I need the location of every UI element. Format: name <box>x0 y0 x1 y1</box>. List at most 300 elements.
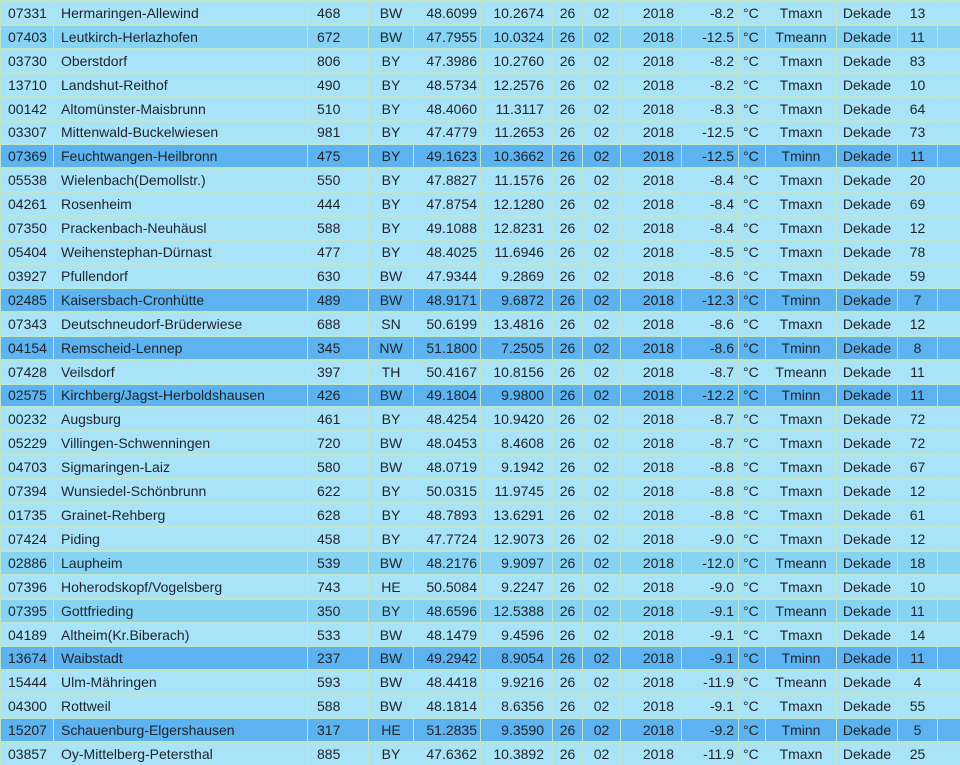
cell-month: 02 <box>583 407 621 431</box>
cell-state: BW <box>369 455 414 479</box>
cell-month: 02 <box>583 312 621 336</box>
cell-state: BY <box>369 479 414 503</box>
cell-day: 26 <box>553 742 583 765</box>
cell-year: 2018 <box>621 288 682 312</box>
cell-count: 11 <box>898 384 938 408</box>
cell-station-id: 07428 <box>1 360 54 384</box>
table-row <box>1 431 960 455</box>
cell-station-name: Hermaringen-Allewind <box>54 1 308 25</box>
cell-day: 26 <box>553 360 583 384</box>
cell-count: 69 <box>898 192 938 216</box>
cell-temperature: -8.7 <box>682 431 739 455</box>
cell-temperature: -9.2 <box>682 718 739 742</box>
cell-day: 26 <box>553 288 583 312</box>
table-row <box>1 192 960 216</box>
cell-count: 64 <box>898 97 938 121</box>
cell-count: 11 <box>898 144 938 168</box>
cell-edge-spacer <box>938 97 960 121</box>
cell-latitude: 48.6099 <box>414 1 481 25</box>
cell-month: 02 <box>583 360 621 384</box>
cell-year: 2018 <box>621 646 682 670</box>
cell-longitude: 10.8156 <box>481 360 553 384</box>
cell-period: Dekade <box>837 73 898 97</box>
cell-station-id: 02886 <box>1 551 54 575</box>
cell-edge-spacer <box>938 168 960 192</box>
cell-unit: °C <box>739 216 766 240</box>
cell-state: BW <box>369 694 414 718</box>
table-row <box>1 312 960 336</box>
cell-count: 11 <box>898 360 938 384</box>
cell-day: 26 <box>553 670 583 694</box>
cell-elevation: 550 <box>308 168 369 192</box>
cell-year: 2018 <box>621 431 682 455</box>
cell-year: 2018 <box>621 742 682 765</box>
table-row <box>1 168 960 192</box>
cell-edge-spacer <box>938 575 960 599</box>
cell-temperature: -9.0 <box>682 575 739 599</box>
cell-temperature: -9.0 <box>682 527 739 551</box>
cell-longitude: 12.5388 <box>481 599 553 623</box>
cell-period: Dekade <box>837 216 898 240</box>
cell-count: 10 <box>898 575 938 599</box>
cell-count: 11 <box>898 646 938 670</box>
cell-period: Dekade <box>837 503 898 527</box>
cell-latitude: 48.4060 <box>414 97 481 121</box>
cell-station-name: Wielenbach(Demollstr.) <box>54 168 308 192</box>
cell-day: 26 <box>553 216 583 240</box>
cell-unit: °C <box>739 742 766 765</box>
cell-station-name: Piding <box>54 527 308 551</box>
cell-day: 26 <box>553 575 583 599</box>
cell-state: HE <box>369 575 414 599</box>
cell-station-id: 04300 <box>1 694 54 718</box>
cell-temperature: -9.1 <box>682 599 739 623</box>
cell-station-name: Hoherodskopf/Vogelsberg <box>54 575 308 599</box>
cell-period: Dekade <box>837 264 898 288</box>
cell-day: 26 <box>553 336 583 360</box>
cell-elevation: 444 <box>308 192 369 216</box>
cell-state: BW <box>369 288 414 312</box>
cell-latitude: 49.1088 <box>414 216 481 240</box>
cell-elevation: 510 <box>308 97 369 121</box>
cell-temperature: -12.5 <box>682 25 739 49</box>
cell-month: 02 <box>583 240 621 264</box>
cell-station-name: Oberstdorf <box>54 49 308 73</box>
cell-count: 4 <box>898 670 938 694</box>
cell-station-name: Augsburg <box>54 407 308 431</box>
cell-elevation: 539 <box>308 551 369 575</box>
cell-elevation: 743 <box>308 575 369 599</box>
cell-longitude: 10.0324 <box>481 25 553 49</box>
cell-period: Dekade <box>837 384 898 408</box>
cell-latitude: 50.0315 <box>414 479 481 503</box>
cell-month: 02 <box>583 742 621 765</box>
cell-unit: °C <box>739 121 766 145</box>
cell-year: 2018 <box>621 551 682 575</box>
cell-count: 61 <box>898 503 938 527</box>
cell-temperature: -9.1 <box>682 623 739 647</box>
cell-period: Dekade <box>837 192 898 216</box>
cell-longitude: 10.3662 <box>481 144 553 168</box>
cell-period: Dekade <box>837 288 898 312</box>
cell-parameter: Tmeann <box>766 360 837 384</box>
cell-station-name: Kirchberg/Jagst-Herboldshausen <box>54 384 308 408</box>
cell-unit: °C <box>739 431 766 455</box>
cell-longitude: 8.4608 <box>481 431 553 455</box>
cell-state: BW <box>369 264 414 288</box>
cell-year: 2018 <box>621 144 682 168</box>
cell-station-id: 00232 <box>1 407 54 431</box>
table-row <box>1 360 960 384</box>
cell-year: 2018 <box>621 575 682 599</box>
cell-station-id: 04154 <box>1 336 54 360</box>
cell-period: Dekade <box>837 407 898 431</box>
cell-month: 02 <box>583 479 621 503</box>
cell-year: 2018 <box>621 97 682 121</box>
cell-longitude: 10.3892 <box>481 742 553 765</box>
cell-longitude: 12.8231 <box>481 216 553 240</box>
cell-temperature: -8.8 <box>682 455 739 479</box>
cell-elevation: 237 <box>308 646 369 670</box>
cell-temperature: -8.4 <box>682 192 739 216</box>
cell-year: 2018 <box>621 336 682 360</box>
cell-year: 2018 <box>621 360 682 384</box>
cell-longitude: 9.9097 <box>481 551 553 575</box>
cell-latitude: 48.4418 <box>414 670 481 694</box>
cell-station-id: 04189 <box>1 623 54 647</box>
cell-year: 2018 <box>621 168 682 192</box>
cell-edge-spacer <box>938 599 960 623</box>
cell-day: 26 <box>553 407 583 431</box>
cell-unit: °C <box>739 599 766 623</box>
cell-station-name: Villingen-Schwenningen <box>54 431 308 455</box>
cell-day: 26 <box>553 264 583 288</box>
cell-day: 26 <box>553 168 583 192</box>
cell-temperature: -8.4 <box>682 168 739 192</box>
cell-count: 78 <box>898 240 938 264</box>
cell-longitude: 11.2653 <box>481 121 553 145</box>
table-row <box>1 527 960 551</box>
table-row <box>1 670 960 694</box>
cell-month: 02 <box>583 455 621 479</box>
station-table-body <box>1 1 960 765</box>
table-row <box>1 264 960 288</box>
cell-longitude: 11.6946 <box>481 240 553 264</box>
cell-station-id: 02575 <box>1 384 54 408</box>
cell-state: BW <box>369 1 414 25</box>
cell-year: 2018 <box>621 384 682 408</box>
cell-period: Dekade <box>837 240 898 264</box>
cell-day: 26 <box>553 718 583 742</box>
cell-elevation: 580 <box>308 455 369 479</box>
cell-period: Dekade <box>837 25 898 49</box>
table-row <box>1 73 960 97</box>
cell-edge-spacer <box>938 694 960 718</box>
cell-parameter: Tmaxn <box>766 216 837 240</box>
cell-station-id: 07369 <box>1 144 54 168</box>
cell-edge-spacer <box>938 646 960 670</box>
cell-temperature: -8.2 <box>682 1 739 25</box>
cell-longitude: 10.2674 <box>481 1 553 25</box>
cell-elevation: 461 <box>308 407 369 431</box>
cell-month: 02 <box>583 264 621 288</box>
cell-day: 26 <box>553 144 583 168</box>
cell-state: BY <box>369 168 414 192</box>
cell-parameter: Tmaxn <box>766 121 837 145</box>
cell-edge-spacer <box>938 623 960 647</box>
cell-period: Dekade <box>837 121 898 145</box>
cell-edge-spacer <box>938 288 960 312</box>
cell-edge-spacer <box>938 718 960 742</box>
cell-year: 2018 <box>621 694 682 718</box>
cell-state: BW <box>369 623 414 647</box>
cell-station-id: 07403 <box>1 25 54 49</box>
cell-month: 02 <box>583 694 621 718</box>
cell-station-id: 04261 <box>1 192 54 216</box>
cell-elevation: 981 <box>308 121 369 145</box>
cell-edge-spacer <box>938 360 960 384</box>
cell-station-id: 03927 <box>1 264 54 288</box>
cell-state: BW <box>369 646 414 670</box>
cell-day: 26 <box>553 192 583 216</box>
cell-parameter: Tminn <box>766 336 837 360</box>
cell-month: 02 <box>583 551 621 575</box>
cell-parameter: Tminn <box>766 288 837 312</box>
cell-parameter: Tmeann <box>766 25 837 49</box>
cell-day: 26 <box>553 73 583 97</box>
cell-state: BW <box>369 384 414 408</box>
cell-edge-spacer <box>938 431 960 455</box>
cell-station-name: Mittenwald-Buckelwiesen <box>54 121 308 145</box>
cell-station-id: 05229 <box>1 431 54 455</box>
cell-edge-spacer <box>938 551 960 575</box>
cell-state: BW <box>369 431 414 455</box>
cell-count: 55 <box>898 694 938 718</box>
cell-parameter: Tmaxn <box>766 431 837 455</box>
table-row <box>1 97 960 121</box>
table-row <box>1 694 960 718</box>
cell-unit: °C <box>739 240 766 264</box>
cell-count: 67 <box>898 455 938 479</box>
table-row <box>1 479 960 503</box>
cell-station-id: 04703 <box>1 455 54 479</box>
cell-elevation: 458 <box>308 527 369 551</box>
cell-station-name: Pfullendorf <box>54 264 308 288</box>
cell-edge-spacer <box>938 312 960 336</box>
cell-day: 26 <box>553 25 583 49</box>
cell-unit: °C <box>739 144 766 168</box>
cell-year: 2018 <box>621 264 682 288</box>
cell-elevation: 489 <box>308 288 369 312</box>
cell-elevation: 885 <box>308 742 369 765</box>
cell-temperature: -8.8 <box>682 503 739 527</box>
cell-parameter: Tmaxn <box>766 240 837 264</box>
cell-longitude: 11.1576 <box>481 168 553 192</box>
cell-month: 02 <box>583 575 621 599</box>
cell-temperature: -8.6 <box>682 264 739 288</box>
cell-latitude: 49.2942 <box>414 646 481 670</box>
cell-station-name: Laupheim <box>54 551 308 575</box>
cell-latitude: 48.1479 <box>414 623 481 647</box>
cell-count: 83 <box>898 49 938 73</box>
cell-longitude: 12.9073 <box>481 527 553 551</box>
cell-year: 2018 <box>621 312 682 336</box>
cell-count: 14 <box>898 623 938 647</box>
cell-station-name: Veilsdorf <box>54 360 308 384</box>
cell-latitude: 49.1804 <box>414 384 481 408</box>
cell-state: BY <box>369 73 414 97</box>
cell-count: 59 <box>898 264 938 288</box>
cell-period: Dekade <box>837 455 898 479</box>
cell-day: 26 <box>553 1 583 25</box>
cell-elevation: 533 <box>308 623 369 647</box>
cell-edge-spacer <box>938 25 960 49</box>
table-row <box>1 49 960 73</box>
cell-longitude: 13.6291 <box>481 503 553 527</box>
cell-unit: °C <box>739 168 766 192</box>
cell-day: 26 <box>553 503 583 527</box>
cell-month: 02 <box>583 670 621 694</box>
cell-year: 2018 <box>621 503 682 527</box>
cell-count: 18 <box>898 551 938 575</box>
cell-latitude: 47.7724 <box>414 527 481 551</box>
cell-parameter: Tminn <box>766 384 837 408</box>
cell-latitude: 48.7893 <box>414 503 481 527</box>
cell-count: 73 <box>898 121 938 145</box>
cell-month: 02 <box>583 503 621 527</box>
cell-station-name: Waibstadt <box>54 646 308 670</box>
cell-state: BY <box>369 144 414 168</box>
cell-temperature: -12.2 <box>682 384 739 408</box>
cell-latitude: 48.2176 <box>414 551 481 575</box>
cell-station-name: Weihenstephan-Dürnast <box>54 240 308 264</box>
cell-station-id: 01735 <box>1 503 54 527</box>
cell-edge-spacer <box>938 527 960 551</box>
table-row <box>1 216 960 240</box>
cell-station-name: Oy-Mittelberg-Petersthal <box>54 742 308 765</box>
table-row <box>1 1 960 25</box>
cell-station-id: 05404 <box>1 240 54 264</box>
cell-year: 2018 <box>621 407 682 431</box>
cell-elevation: 720 <box>308 431 369 455</box>
cell-period: Dekade <box>837 575 898 599</box>
cell-state: BY <box>369 599 414 623</box>
cell-unit: °C <box>739 479 766 503</box>
cell-longitude: 9.6872 <box>481 288 553 312</box>
cell-station-id: 07396 <box>1 575 54 599</box>
cell-day: 26 <box>553 646 583 670</box>
table-row <box>1 575 960 599</box>
cell-latitude: 48.6596 <box>414 599 481 623</box>
cell-year: 2018 <box>621 216 682 240</box>
table-row <box>1 240 960 264</box>
cell-parameter: Tmaxn <box>766 623 837 647</box>
cell-parameter: Tmaxn <box>766 1 837 25</box>
cell-temperature: -9.1 <box>682 646 739 670</box>
cell-state: BW <box>369 670 414 694</box>
cell-temperature: -11.9 <box>682 670 739 694</box>
cell-parameter: Tmaxn <box>766 407 837 431</box>
cell-longitude: 9.2869 <box>481 264 553 288</box>
cell-parameter: Tmaxn <box>766 742 837 765</box>
cell-parameter: Tmaxn <box>766 264 837 288</box>
cell-elevation: 688 <box>308 312 369 336</box>
cell-period: Dekade <box>837 1 898 25</box>
cell-state: BW <box>369 25 414 49</box>
cell-latitude: 48.4025 <box>414 240 481 264</box>
cell-elevation: 317 <box>308 718 369 742</box>
cell-edge-spacer <box>938 240 960 264</box>
cell-parameter: Tmaxn <box>766 97 837 121</box>
cell-temperature: -8.7 <box>682 407 739 431</box>
cell-edge-spacer <box>938 73 960 97</box>
cell-count: 25 <box>898 742 938 765</box>
cell-period: Dekade <box>837 312 898 336</box>
cell-unit: °C <box>739 503 766 527</box>
table-row <box>1 121 960 145</box>
cell-station-id: 07394 <box>1 479 54 503</box>
cell-period: Dekade <box>837 336 898 360</box>
cell-month: 02 <box>583 121 621 145</box>
cell-elevation: 350 <box>308 599 369 623</box>
cell-edge-spacer <box>938 479 960 503</box>
cell-latitude: 48.0719 <box>414 455 481 479</box>
cell-station-name: Prackenbach-Neuhäusl <box>54 216 308 240</box>
cell-count: 72 <box>898 407 938 431</box>
cell-latitude: 48.0453 <box>414 431 481 455</box>
cell-count: 72 <box>898 431 938 455</box>
table-row <box>1 503 960 527</box>
cell-temperature: -8.7 <box>682 360 739 384</box>
cell-count: 11 <box>898 25 938 49</box>
cell-period: Dekade <box>837 431 898 455</box>
cell-longitude: 10.2760 <box>481 49 553 73</box>
cell-latitude: 51.2835 <box>414 718 481 742</box>
cell-year: 2018 <box>621 527 682 551</box>
cell-state: BY <box>369 407 414 431</box>
cell-parameter: Tmaxn <box>766 192 837 216</box>
cell-state: BY <box>369 240 414 264</box>
cell-state: HE <box>369 718 414 742</box>
cell-unit: °C <box>739 360 766 384</box>
cell-elevation: 468 <box>308 1 369 25</box>
cell-count: 12 <box>898 527 938 551</box>
cell-month: 02 <box>583 431 621 455</box>
cell-month: 02 <box>583 646 621 670</box>
cell-period: Dekade <box>837 168 898 192</box>
cell-longitude: 11.9745 <box>481 479 553 503</box>
cell-station-name: Rottweil <box>54 694 308 718</box>
cell-edge-spacer <box>938 407 960 431</box>
cell-day: 26 <box>553 551 583 575</box>
table-row <box>1 718 960 742</box>
cell-station-name: Gottfrieding <box>54 599 308 623</box>
cell-elevation: 622 <box>308 479 369 503</box>
cell-station-id: 07350 <box>1 216 54 240</box>
cell-station-id: 07331 <box>1 1 54 25</box>
cell-parameter: Tmaxn <box>766 455 837 479</box>
cell-period: Dekade <box>837 479 898 503</box>
cell-temperature: -9.1 <box>682 694 739 718</box>
cell-count: 7 <box>898 288 938 312</box>
cell-latitude: 49.1623 <box>414 144 481 168</box>
cell-period: Dekade <box>837 360 898 384</box>
cell-station-id: 07424 <box>1 527 54 551</box>
cell-state: SN <box>369 312 414 336</box>
cell-parameter: Tmaxn <box>766 168 837 192</box>
cell-edge-spacer <box>938 216 960 240</box>
cell-month: 02 <box>583 25 621 49</box>
